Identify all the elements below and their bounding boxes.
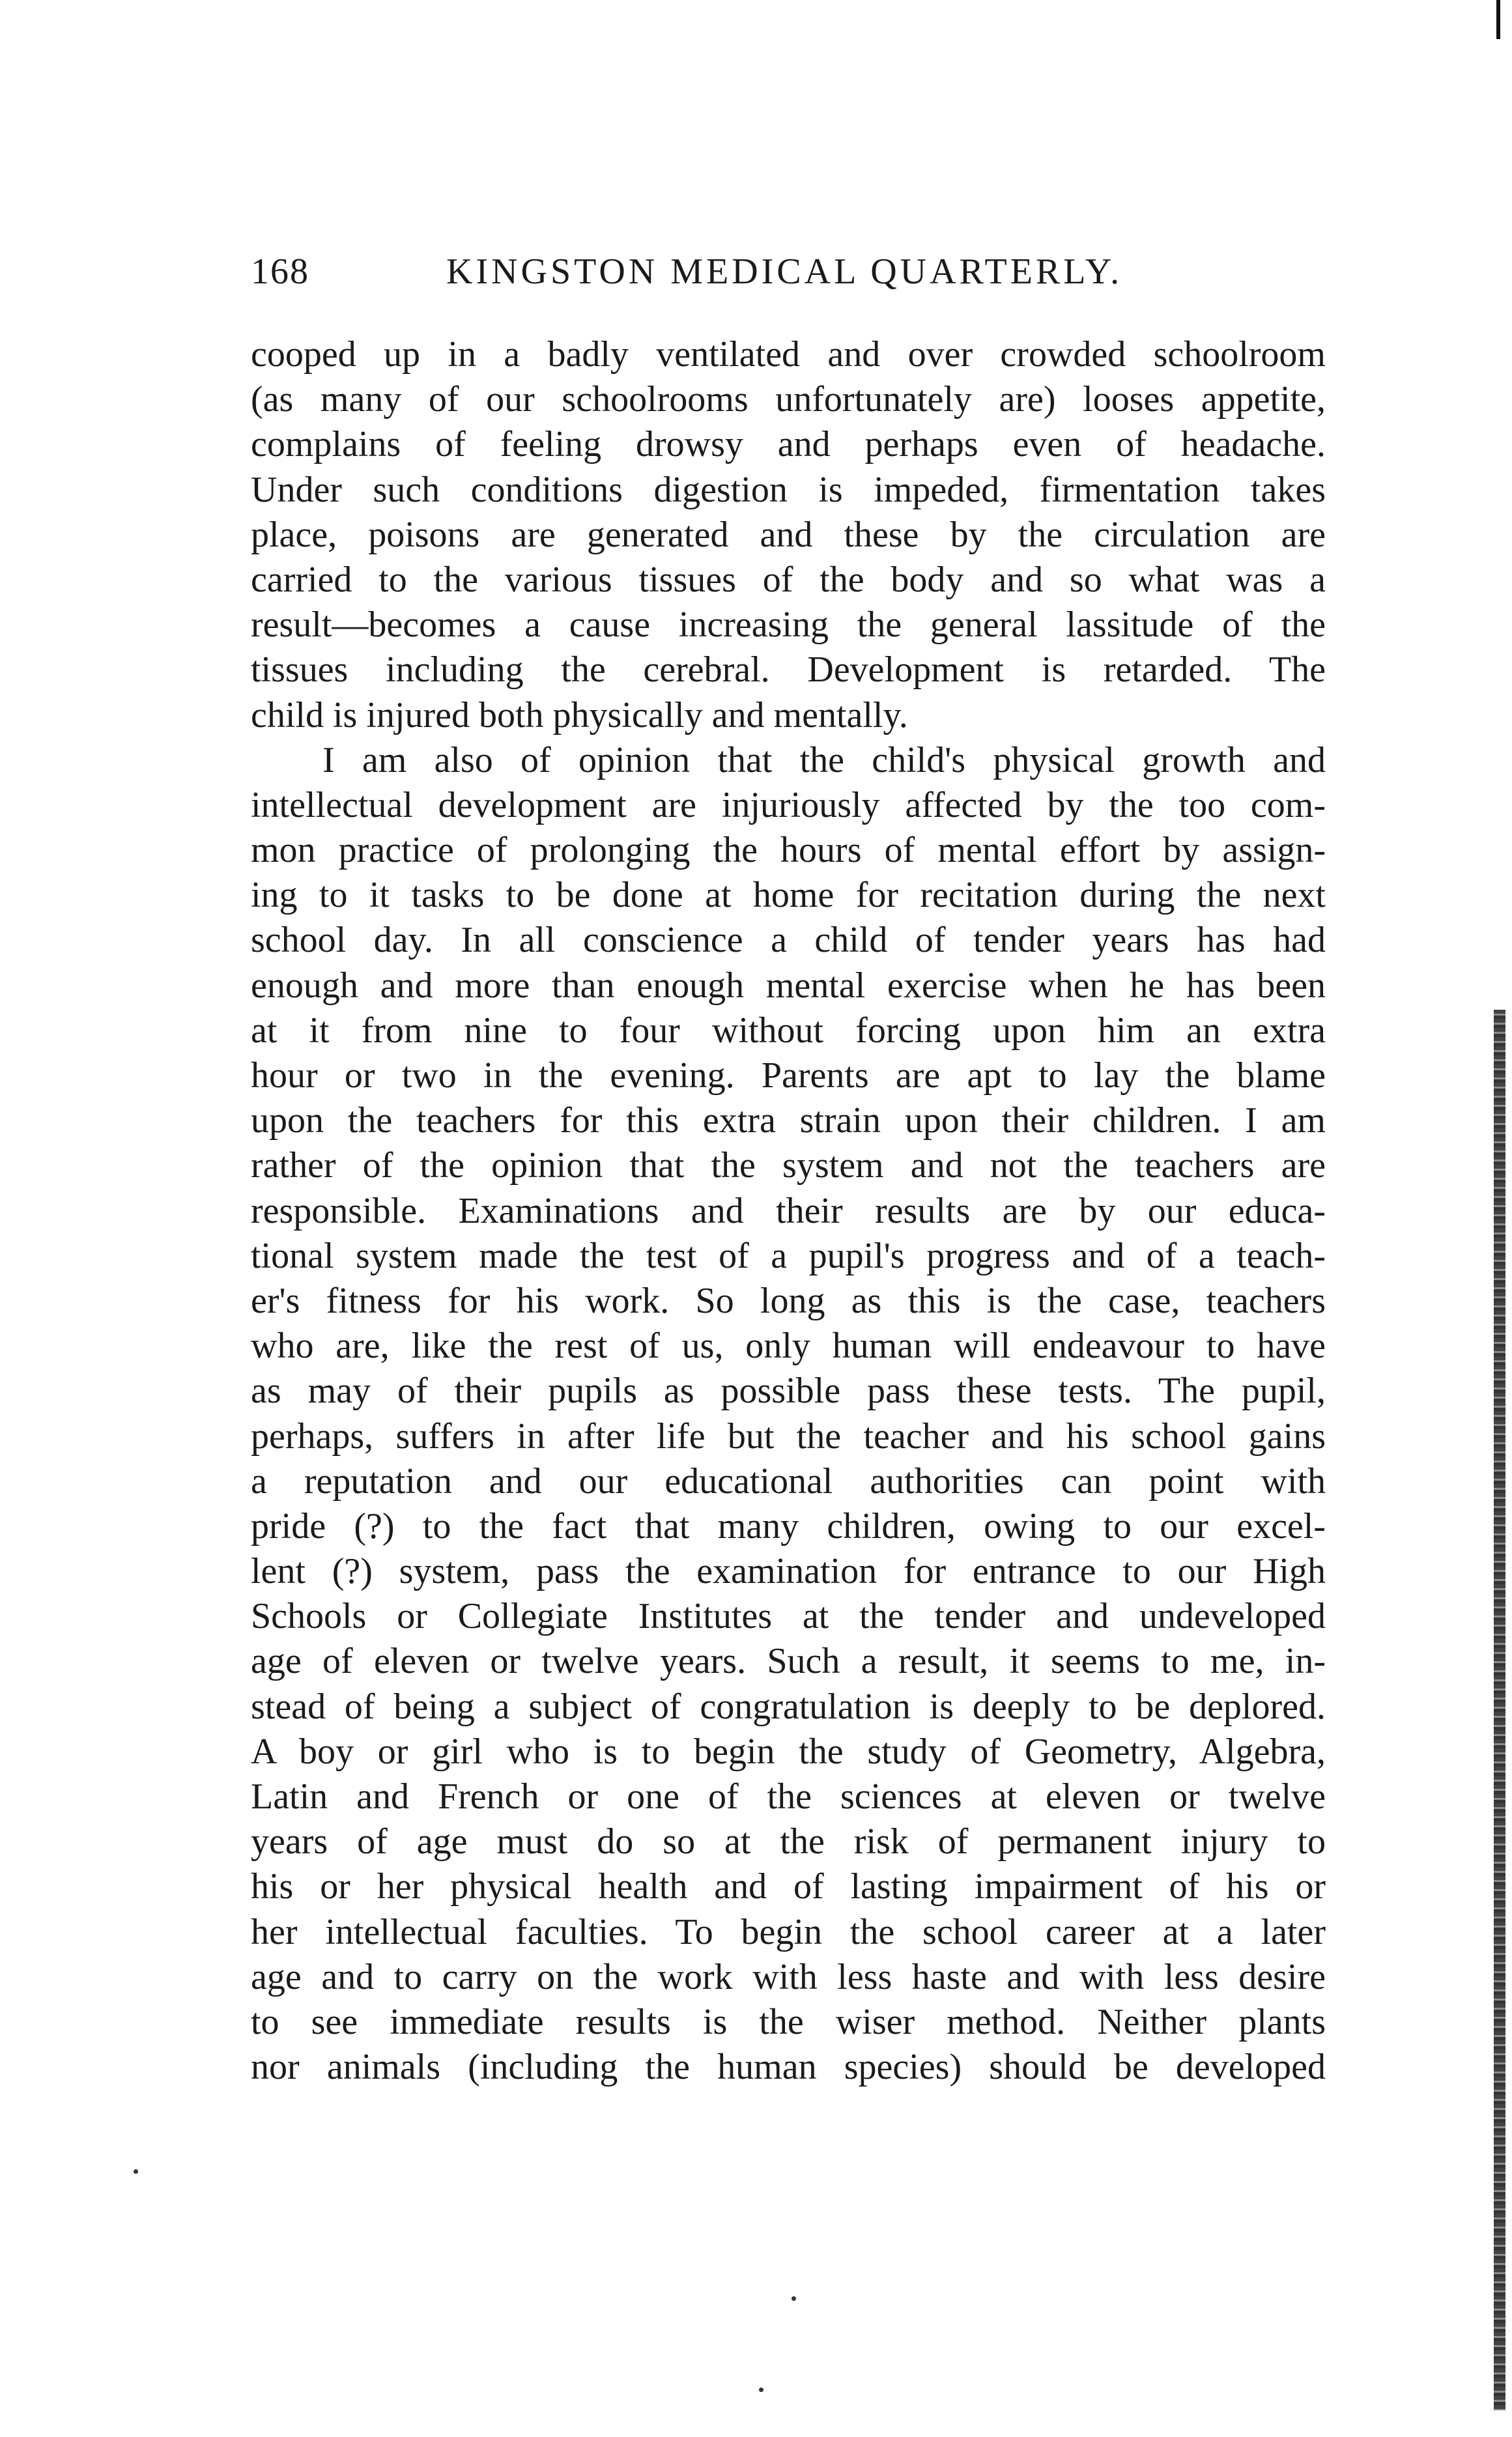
text-line: her intellectual faculties. To begin the school career at a later <box>251 1911 1326 1952</box>
text-line: years of age must do so at the risk of permanent injury to <box>251 1821 1326 1862</box>
text-line: (as many of our schoolrooms unfortunately are) looses appetite, <box>251 379 1326 420</box>
text-line: ing to it tasks to be done at home for recitation during the next <box>251 875 1326 916</box>
text-line: hour or two in the evening. Parents are apt to lay the blame <box>251 1055 1326 1096</box>
text-line: rather of the opinion that the system and not the teachers are <box>251 1145 1326 1186</box>
text-line: school day. In all conscience a child of tender years has had <box>251 920 1326 961</box>
text-line: stead of being a subject of congratulation is deeply to be deplored. <box>251 1686 1326 1727</box>
text-line: to see immediate results is the wiser method. Neither plants <box>251 2001 1326 2042</box>
text-line: age and to carry on the work with less haste and with less desire <box>251 1956 1326 1997</box>
text-line: at it from nine to four without forcing upon him an extra <box>251 1010 1326 1051</box>
text-line: Under such conditions digestion is impeded, firmentation takes <box>251 469 1326 510</box>
body-text <box>251 332 1326 2090</box>
text-line: a reputation and our educational authorities can point with <box>251 1461 1326 1502</box>
text-line: complains of feeling drowsy and perhaps even of headache. <box>251 424 1326 465</box>
text-line: Latin and French or one of the sciences at eleven or twelve <box>251 1776 1326 1817</box>
text-line: pride (?) to the fact that many children, owing to our excel- <box>251 1505 1326 1546</box>
text-line: lent (?) system, pass the examination for entrance to our High <box>251 1551 1326 1592</box>
paragraph-start-line: I am also of opinion that the child's physical growth and <box>322 739 1326 780</box>
text-line: carried to the various tissues of the body and so what was a <box>251 559 1326 600</box>
text-line: enough and more than enough mental exercise when he has been <box>251 965 1326 1006</box>
page-number: 168 <box>251 251 309 292</box>
running-title: KINGSTON MEDICAL QUARTERLY. <box>446 251 1123 292</box>
text-line: who are, like the rest of us, only human will endeavour to have <box>251 1326 1326 1367</box>
scan-edge-shadow <box>1494 1010 1505 2410</box>
text-line: tional system made the test of a pupil's progress and of a teach- <box>251 1235 1326 1276</box>
text-line: nor animals (including the human species) should be developed <box>251 2047 1326 2088</box>
scan-speck <box>759 2387 763 2392</box>
text-line: A boy or girl who is to begin the study of Geometry, Algebra, <box>251 1731 1326 1772</box>
text-line: tissues including the cerebral. Development is retarded. The <box>251 649 1326 691</box>
text-line: age of eleven or twelve years. Such a result, it seems to me, in- <box>251 1641 1326 1682</box>
text-line: er's fitness for his work. So long as this is the case, teachers <box>251 1280 1326 1321</box>
text-line: intellectual development are injuriously affected by the too com- <box>251 784 1326 825</box>
text-line: perhaps, suffers in after life but the teacher and his school gains <box>251 1416 1326 1457</box>
text-line: cooped up in a badly ventilated and over crowded schoolroom <box>251 334 1326 375</box>
scan-speck <box>134 2169 138 2174</box>
text-line: Schools or Collegiate Institutes at the tender and undeveloped <box>251 1596 1326 1637</box>
text-line: place, poisons are generated and these by the circulation are <box>251 514 1326 555</box>
text-line: his or her physical health and of lasting impairment of his or <box>251 1866 1326 1907</box>
text-line: mon practice of prolonging the hours of mental effort by assign- <box>251 830 1326 871</box>
text-line: result—becomes a cause increasing the general lassitude of the <box>251 605 1326 646</box>
scan-speck <box>792 2296 796 2301</box>
text-line: responsible. Examinations and their results are by our educa- <box>251 1190 1326 1231</box>
scan-edge-mark <box>1496 0 1500 39</box>
page-header <box>251 251 1326 303</box>
text-line: as may of their pupils as possible pass these tests. The pupil, <box>251 1371 1326 1412</box>
text-line: upon the teachers for this extra strain upon their children. I am <box>251 1100 1326 1141</box>
text-line: child is injured both physically and mentally. <box>251 694 908 735</box>
